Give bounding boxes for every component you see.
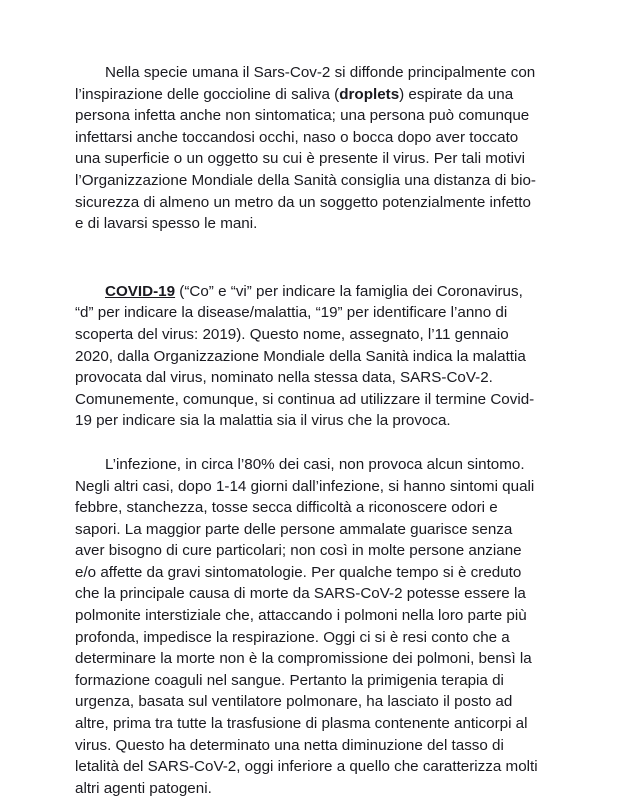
- paragraph-covid19-name: COVID-19 (“Co” e “vi” per indicare la famiglia dei Coronavirus, “d” per indicare la disease/malattia, “19” per identificare l’anno di scoperta del virus: 2019). Questo nome, assegnato, l’11 gennaio 2020, dalla Organizzazione Mondiale della Sanità indica la malattia provocata dal virus, nominato nella stessa data, SARS-CoV-2. Comunemente, comunque, si continua ad utilizzare il termine Covid-19 per indicare sia la malattia sia il virus che la provoca.: [75, 282, 535, 430]
- paragraph-symptoms-mortality: L’infezione, in circa l’80% dei casi, non provoca alcun sintomo. Negli altri casi, dopo 1-14 giorni dall’infezione, si hanno sintomi quali febbre, stanchezza, tosse secca difficoltà a riconoscere odori e sapori. La maggior parte delle persone ammalate guarisce senza aver bisogno di cure particolari; non così in molte persone anziane e/o affette da gravi sintomatologie. Per qualche tempo si è creduto che la principale causa di morte da SARS-CoV-2 potesse essere la polmonite interstiziale che, attaccando i polmoni nella loro parte più profonda, impedisce la respirazione. Oggi ci si è resi conto che a determinare la morte non è la compromissione dei polmoni, bensì la formazione coaguli nel sangue. Pertanto la primigenia terapia di urgenza, basata sul ventilatore polmonare, ha lasciato il posto ad altre, prima tra tutte la trasfusione di plasma contenente anticorpi al virus. Questo ha determinato una netta diminuzione del tasso di letalità del SARS-CoV-2, oggi inferiore a quello che caratterizza molti altri agenti patogeni.: [75, 455, 542, 797]
- paragraph-transmission: Nella specie umana il Sars-Cov-2 si diffonde principalmente con l’inspirazione delle goccioline di saliva (droplets) espirate da una persona infetta anche non sintomatica; una persona può comunque infettarsi anche toccandosi occhi, naso o bocca dopo aver toccato una superficie o un oggetto su cui è presente il virus. Per tali motivi l’Organizzazione Mondiale della Sanità consiglia una distanza di bio-sicurezza di almeno un metro da un soggetto potenzialmente infetto e di lavarsi spesso le mani.: [75, 64, 540, 233]
- document-text-body: [75, 62, 543, 799]
- heading-term: COVID-19: [105, 282, 176, 300]
- emphasis-term: droplets: [339, 85, 400, 103]
